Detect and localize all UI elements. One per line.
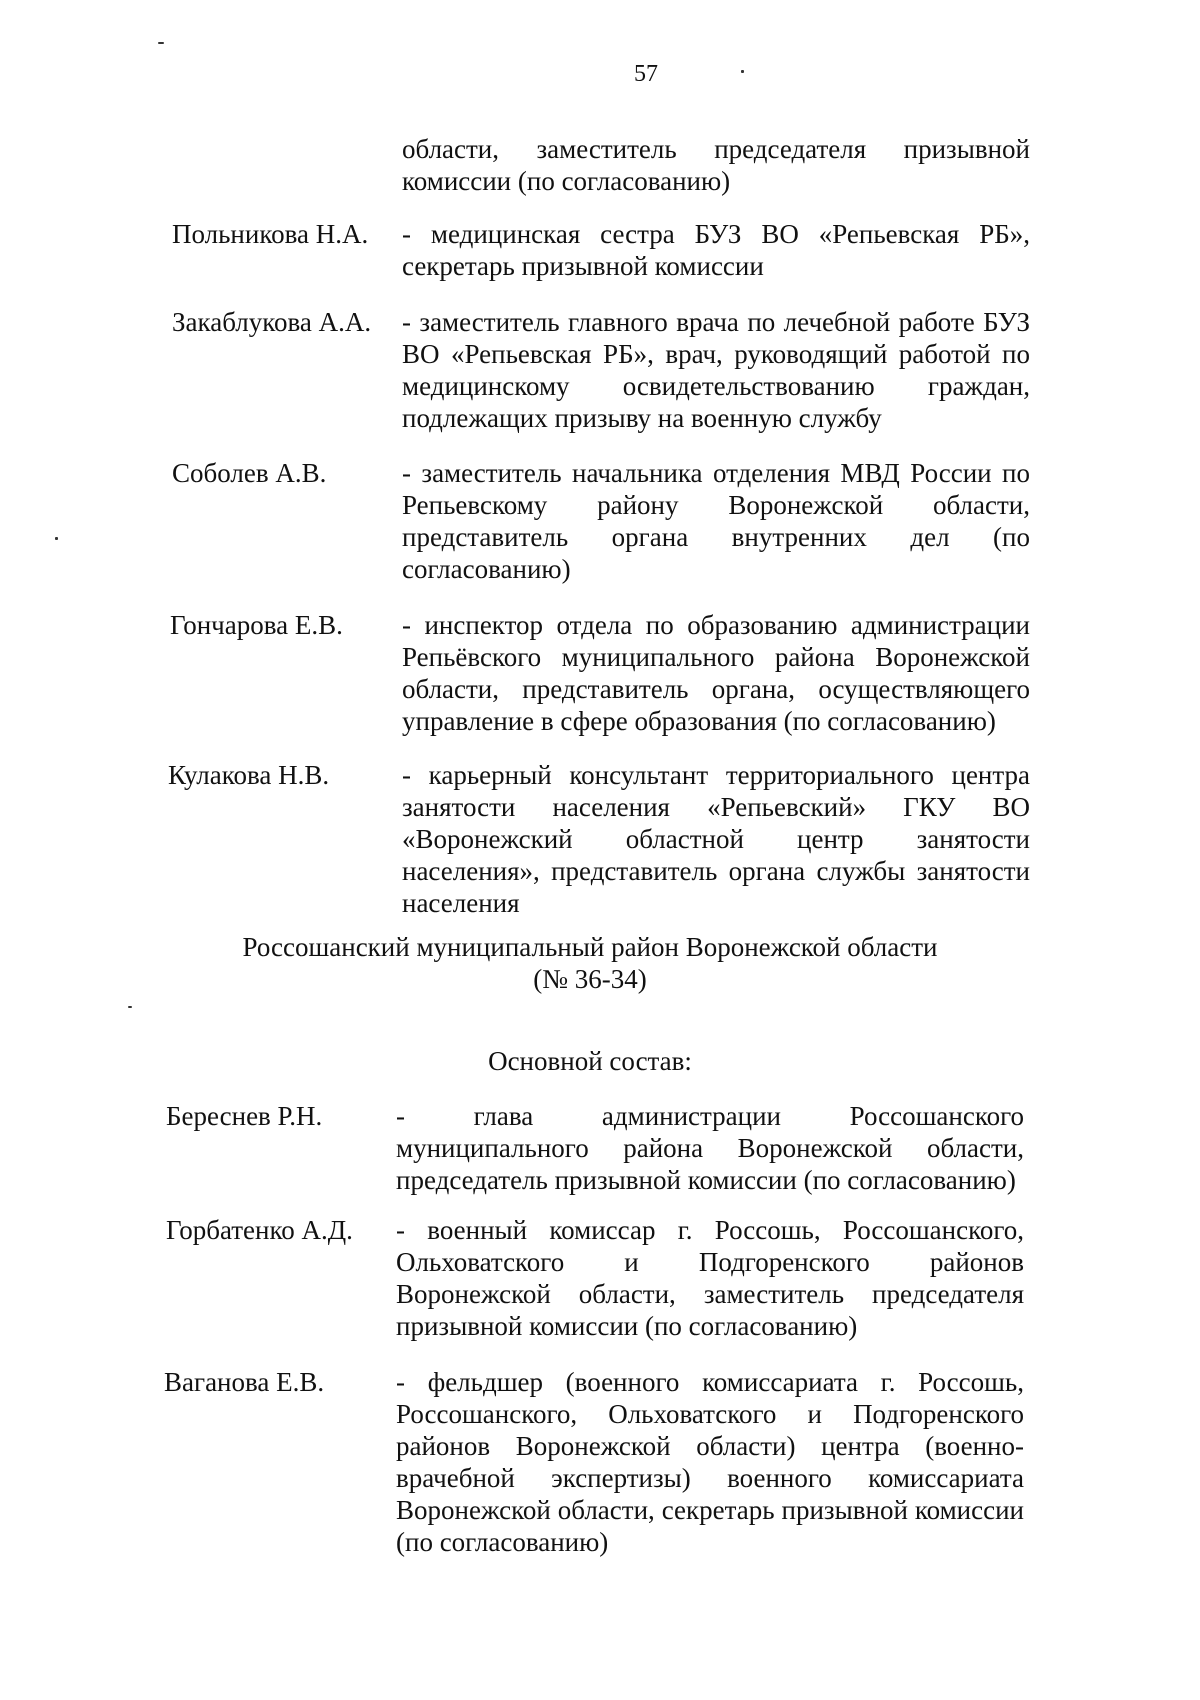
member-role: - фельдшер (военного комиссариата г. Россошь, Россошанского, Ольховатского и Подгоренского районов Воронежской области) центра (военно-врачебной экспертизы) военного комиссариата Воронежской области, секретарь призывной комиссии (по согласованию) [396,1367,1024,1557]
member-name: Соболев А.В. [172,458,327,488]
member-role: - карьерный консультант территориального центра занятости населения «Репьевский» ГКУ ВО «Воронежский областной центр занятости населения», представитель органа службы занятости населения [402,760,1030,918]
member-name: Кулакова Н.В. [168,760,330,790]
member-role: - военный комиссар г. Россошь, Россошанского, Ольховатского и Подгоренского районов Воронежской области, заместитель председателя призывной комиссии (по согласованию) [396,1215,1024,1341]
member-name: Польникова Н.А. [172,219,369,249]
member-role: - инспектор отдела по образованию администрации Репьёвского муниципального района Воронежской области, представитель органа, осуществляющего управление в сфере образования (по согласованию) [402,610,1030,736]
member-role: - глава администрации Россошанского муниципального района Воронежской области, председатель призывной комиссии (по согласованию) [396,1101,1024,1195]
member-name: Горбатенко А.Д. [166,1215,353,1245]
member-role: - медицинская сестра БУЗ ВО «Репьевская РБ», секретарь призывной комиссии [402,219,1030,281]
member-role: - заместитель начальника отделения МВД России по Репьевскому району Воронежской области, представитель органа внутренних дел (по согласованию) [402,458,1030,584]
member-name: Береснев Р.Н. [166,1101,323,1131]
scan-speck [128,1006,132,1008]
member-name: Закаблукова А.А. [172,307,372,337]
scan-speck [741,70,744,73]
scan-speck [55,537,58,540]
composition-title: Основной состав: [488,1046,692,1076]
member-name: Гончарова Е.В. [170,610,343,640]
continuation-text: области, заместитель председателя призывной комиссии (по согласованию) [402,134,1030,196]
district-number: (№ 36-34) [533,964,647,994]
member-role: - заместитель главного врача по лечебной работе БУЗ ВО «Репьевская РБ», врач, руководящий работой по медицинскому освидетельствованию граждан, подлежащих призыву на военную службу [402,307,1030,433]
district-title: Россошанский муниципальный район Воронежской области [242,932,938,962]
scan-speck [158,42,164,44]
page-number: 57 [634,61,658,87]
member-name: Ваганова Е.В. [164,1367,325,1397]
